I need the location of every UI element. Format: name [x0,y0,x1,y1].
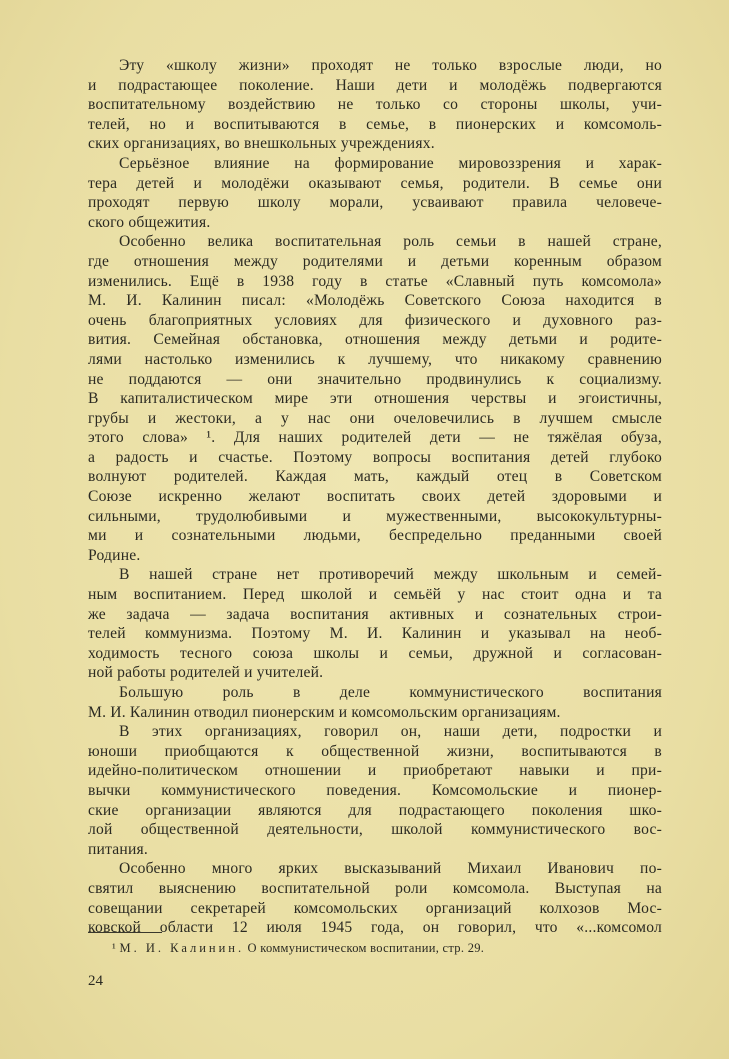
text-line: тера детей и молодёжи оказывают семья, родители. В семье они [88,174,662,192]
text-line: Родине. [88,546,141,564]
paragraph [88,683,662,722]
text-line: а радость и счастье. Поэтому вопросы воспитания детей глубоко [88,448,662,466]
text-line: Особенно велика воспитательная роль семьи в нашей стране, [119,233,662,251]
text-line: воспитательному воздействию не только со стороны школы, учи- [88,96,662,114]
paragraph [88,859,662,937]
text-line: лой общественной деятельности, школой коммунистического вос- [88,821,662,839]
footnote-divider [88,932,162,933]
body-text [88,56,662,938]
text-line: где отношения между родителями и детьми коренным образом [88,252,662,270]
paragraph [88,722,662,859]
text-line: же задача — задача воспитания активных и сознательных строи- [88,605,662,623]
footnote-text: О коммунистическом воспитании, стр. 29. [247,941,485,955]
footnote-author: М. И. Калинин. [119,941,245,955]
text-line: В нашей стране нет противоречий между школьным и семей- [119,566,662,584]
text-line: ходимость тесного союза школы и семьи, дружной и согласован- [88,644,662,662]
text-line: М. И. Калинин писал: «Молодёжь Советского Союза находится в [88,292,662,310]
text-line: сильными, трудолюбивыми и мужественными, высококультурны- [88,507,662,525]
paragraph [88,56,662,154]
page-number: 24 [88,973,103,989]
text-line: лями настолько изменились к лучшему, что никакому сравнению [88,350,662,368]
text-line: святил выяснению воспитательной роли комсомола. Выступая на [88,879,662,897]
paragraph [88,565,662,683]
text-line: питания. [88,840,148,858]
text-line: изменились. Ещё в 1938 году в статье «Славный путь комсомола» [88,272,662,290]
text-line: ми и сознательными людьми, беспредельно преданными своей [88,527,662,545]
text-line: юноши приобщаются к общественной жизни, воспитываются в [88,742,662,760]
footnote-marker: ¹ [112,941,117,955]
text-line: В этих организациях, говорил он, наши дети, подростки и [119,723,662,741]
text-line: ских организациях, во внешкольных учреждениях. [88,135,435,153]
text-line: идейно-политическом отношении и приобретают навыки и при- [88,762,662,780]
text-line: М. И. Калинин отводил пионерским и комсомольским организациям. [88,703,561,721]
text-line: Эту «школу жизни» проходят не только взрослые люди, но [119,57,662,74]
text-line: ские организации являются для подрастающего поколения шко- [88,801,662,819]
text-line: не поддаются — они значительно продвинулись к социализму. [88,370,662,388]
text-line: волнуют родителей. Каждая мать, каждый отец в Советском [88,468,662,486]
text-line: Союзе искренно желают воспитать своих детей здоровыми и [88,488,662,506]
text-line: телей коммунизма. Поэтому М. И. Калинин и указывал на необ- [88,625,662,643]
text-line: вития. Семейная обстановка, отношения между детьми и родите- [88,331,662,349]
text-line: совещании секретарей комсомольских организаций колхозов Мос- [88,899,662,917]
paragraph [88,232,662,565]
text-line: ковской области 12 июля 1945 года, он говорил, что «...комсомол [88,919,662,937]
text-line: Большую роль в деле коммунистического воспитания [119,684,662,701]
text-line: В капиталистическом мире эти отношения черствы и эгоистичны, [88,390,662,408]
text-line: этого слова» ¹. Для наших родителей дети — не тяжёлая обуза, [88,429,662,447]
text-line: грубы и жестоки, а у нас они очеловечились в лучшем смысле [88,409,662,427]
footnote [112,940,484,956]
text-line: Серьёзное влияние на формирование мировоззрения и харак- [119,154,662,172]
text-line: очень благоприятных условиях для физического и духовного раз- [88,311,662,329]
text-line: Особенно много ярких высказываний Михаил Иванович по- [119,860,662,878]
text-line: вычки коммунистического поведения. Комсомольские и пионер- [88,781,662,799]
text-line: ского общежития. [88,213,211,231]
text-line: телей, но и воспитываются в семье, в пионерских и комсомоль- [88,115,662,133]
text-line: ным воспитанием. Перед школой и семьёй у нас стоит одна и та [88,586,662,604]
paragraph [88,154,662,232]
text-line: ной работы родителей и учителей. [88,664,324,682]
text-line: проходят первую школу морали, усваивают правила человече- [88,194,662,212]
text-line: и подрастающее поколение. Наши дети и молодёжь подвергаются [88,76,662,94]
